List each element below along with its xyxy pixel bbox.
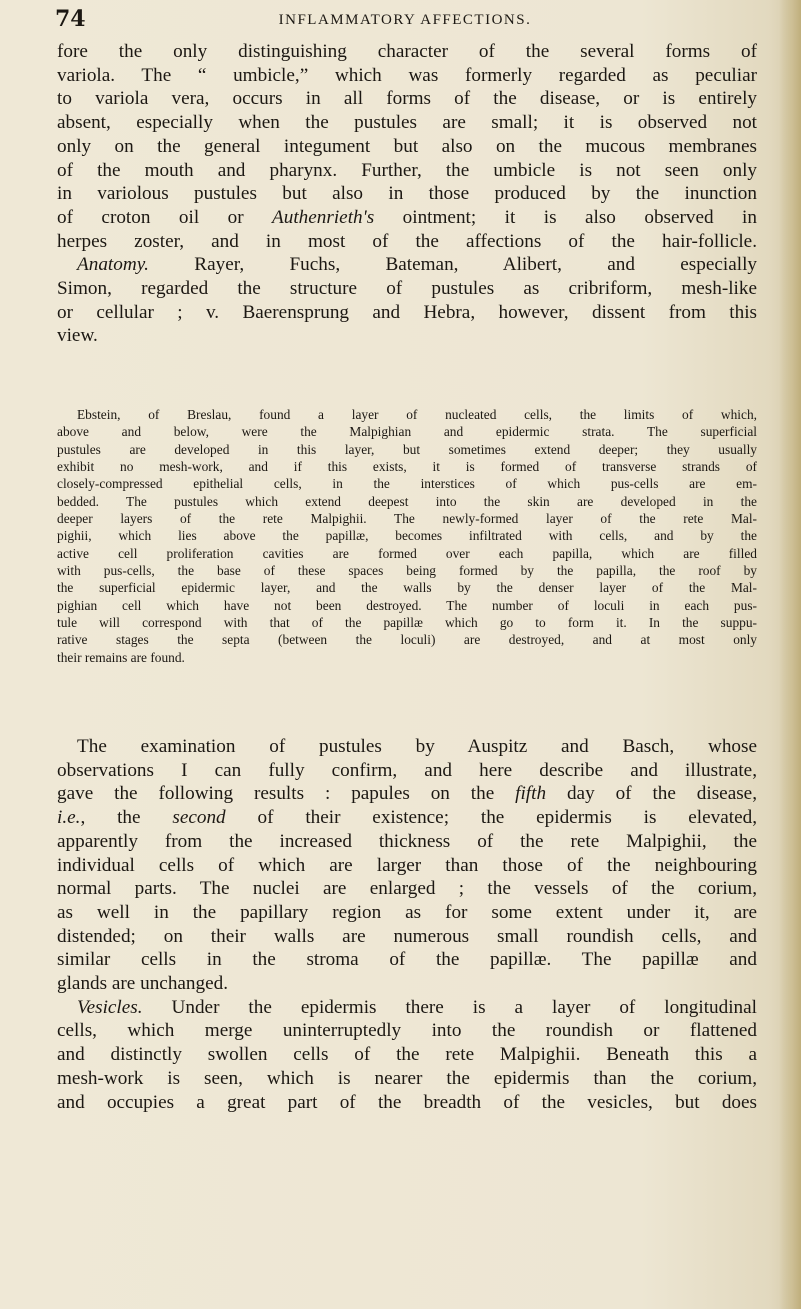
text-fragment: , the — [80, 807, 173, 829]
text-line: closely-compressed epithelial cells, in the interstices of which pus-cells are em- — [57, 476, 757, 492]
text-line: with pus-cells, the base of these spaces being formed by the papilla, the roof by — [57, 563, 757, 579]
text-line: exhibit no mesh-work, and if this exists, it is formed of transverse strands of — [57, 459, 757, 475]
text-line: absent, especially when the pustules are small; it is observed not — [57, 112, 757, 134]
text-fragment: day of the disease, — [546, 783, 757, 805]
italic-word: fifth — [515, 783, 547, 805]
section-label-anatomy: Anatomy. — [77, 254, 149, 276]
paragraph-variola — [57, 40, 757, 348]
text-line: as well in the papillary region as for some extent under it, are — [57, 901, 757, 923]
running-title: INFLAMMATORY AFFECTIONS. — [278, 12, 532, 28]
text-line: apparently from the increased thickness of the rete Malpighii, the — [57, 830, 757, 852]
text-line — [57, 253, 757, 277]
section-label-vesicles: Vesicles. — [77, 996, 143, 1018]
paragraph-ebstein-note — [57, 406, 757, 666]
text-line: similar cells in the stroma of the papillæ. The papillæ and — [57, 949, 757, 971]
text-line — [57, 782, 757, 806]
text-line: herpes zoster, and in most of the affections of the hair-follicle. — [57, 230, 757, 252]
text-line: or cellular ; v. Baerensprung and Hebra, however, dissent from this — [57, 301, 757, 323]
text-line: in variolous pustules but also in those produced by the inunction — [57, 183, 757, 205]
text-line: of the mouth and pharynx. Further, the umbicle is not seen only — [57, 159, 757, 181]
text-line: and occupies a great part of the breadth of the vesicles, but does — [57, 1091, 757, 1113]
text-line: and distinctly swollen cells of the rete Malpighii. Beneath this a — [57, 1044, 757, 1066]
text-line: tule will correspond with that of the papillæ which go to form it. In the suppu- — [57, 615, 757, 631]
page-number: 74 — [55, 6, 86, 32]
text-line: pighian cell which have not been destroyed. The number of loculi in each pus- — [57, 597, 757, 613]
text-line: bedded. The pustules which extend deepest into the skin are developed in the — [57, 493, 757, 509]
text-line: variola. The “ umbicle,” which was formerly regarded as peculiar — [57, 64, 757, 86]
text-line: Ebstein, of Breslau, found a layer of nucleated cells, the limits of which, — [77, 407, 757, 422]
text-line: individual cells of which are larger than those of the neighbouring — [57, 854, 757, 876]
text-line: active cell proliferation cavities are formed over each papilla, which are filled — [57, 545, 757, 561]
text-line: to variola vera, occurs in all forms of the disease, or is entirely — [57, 88, 757, 110]
text-line: Simon, regarded the structure of pustules as cribriform, mesh-like — [57, 278, 757, 300]
text-fragment: Rayer, Fuchs, Bateman, Alibert, and especially — [148, 254, 757, 276]
text-fragment: ointment; it is also observed in — [374, 206, 757, 228]
italic-word: i.e. — [57, 807, 81, 829]
italic-word: second — [172, 807, 226, 829]
text-line: the superficial epidermic layer, and the walls by the denser layer of the Mal- — [57, 580, 757, 596]
page-edge-shadow — [779, 0, 801, 1309]
text-fragment: of croton oil or — [57, 206, 273, 228]
text-line: observations I can fully confirm, and here describe and illustrate, — [57, 759, 757, 781]
text-line — [57, 806, 757, 830]
text-line: only on the general integument but also on the mucous membranes — [57, 135, 757, 157]
text-line: The examination of pustules by Auspitz and Basch, whose — [77, 736, 757, 757]
italic-name: Authenrieth's — [272, 206, 375, 228]
text-line: pustules are developed in this layer, but sometimes extend deeper; they usually — [57, 441, 757, 457]
text-line: deeper layers of the rete Malpighii. The newly-formed layer of the rete Mal- — [57, 511, 757, 527]
text-line: mesh-work is seen, which is nearer the epidermis than the corium, — [57, 1067, 757, 1089]
text-line: rative stages the septa (between the loculi) are destroyed, and at most only — [57, 632, 757, 648]
text-line — [57, 996, 757, 1020]
text-line: their remains are found. — [57, 649, 185, 665]
text-line: cells, which merge uninterruptedly into the roundish or flattened — [57, 1020, 757, 1042]
text-line: glands are unchanged. — [57, 973, 229, 995]
text-line — [57, 206, 757, 230]
text-fragment: Under the epidermis there is a layer of longitudinal — [142, 996, 757, 1018]
text-line: above and below, were the Malpighian and epidermic strata. The superficial — [57, 424, 757, 440]
text-fragment: gave the following results : papules on the — [57, 783, 516, 805]
text-line: normal parts. The nuclei are enlarged ; the vessels of the corium, — [57, 878, 757, 900]
text-line: view. — [57, 325, 98, 347]
paragraph-auspitz-basch — [57, 735, 757, 1114]
text-fragment: of their existence; the epidermis is elevated, — [225, 807, 757, 829]
page-header — [55, 4, 755, 34]
text-line: fore the only distinguishing character of the several forms of — [57, 41, 757, 62]
text-line: distended; on their walls are numerous small roundish cells, and — [57, 925, 757, 947]
text-line: pighii, which lies above the papillæ, becomes infiltrated with cells, and by the — [57, 528, 757, 544]
